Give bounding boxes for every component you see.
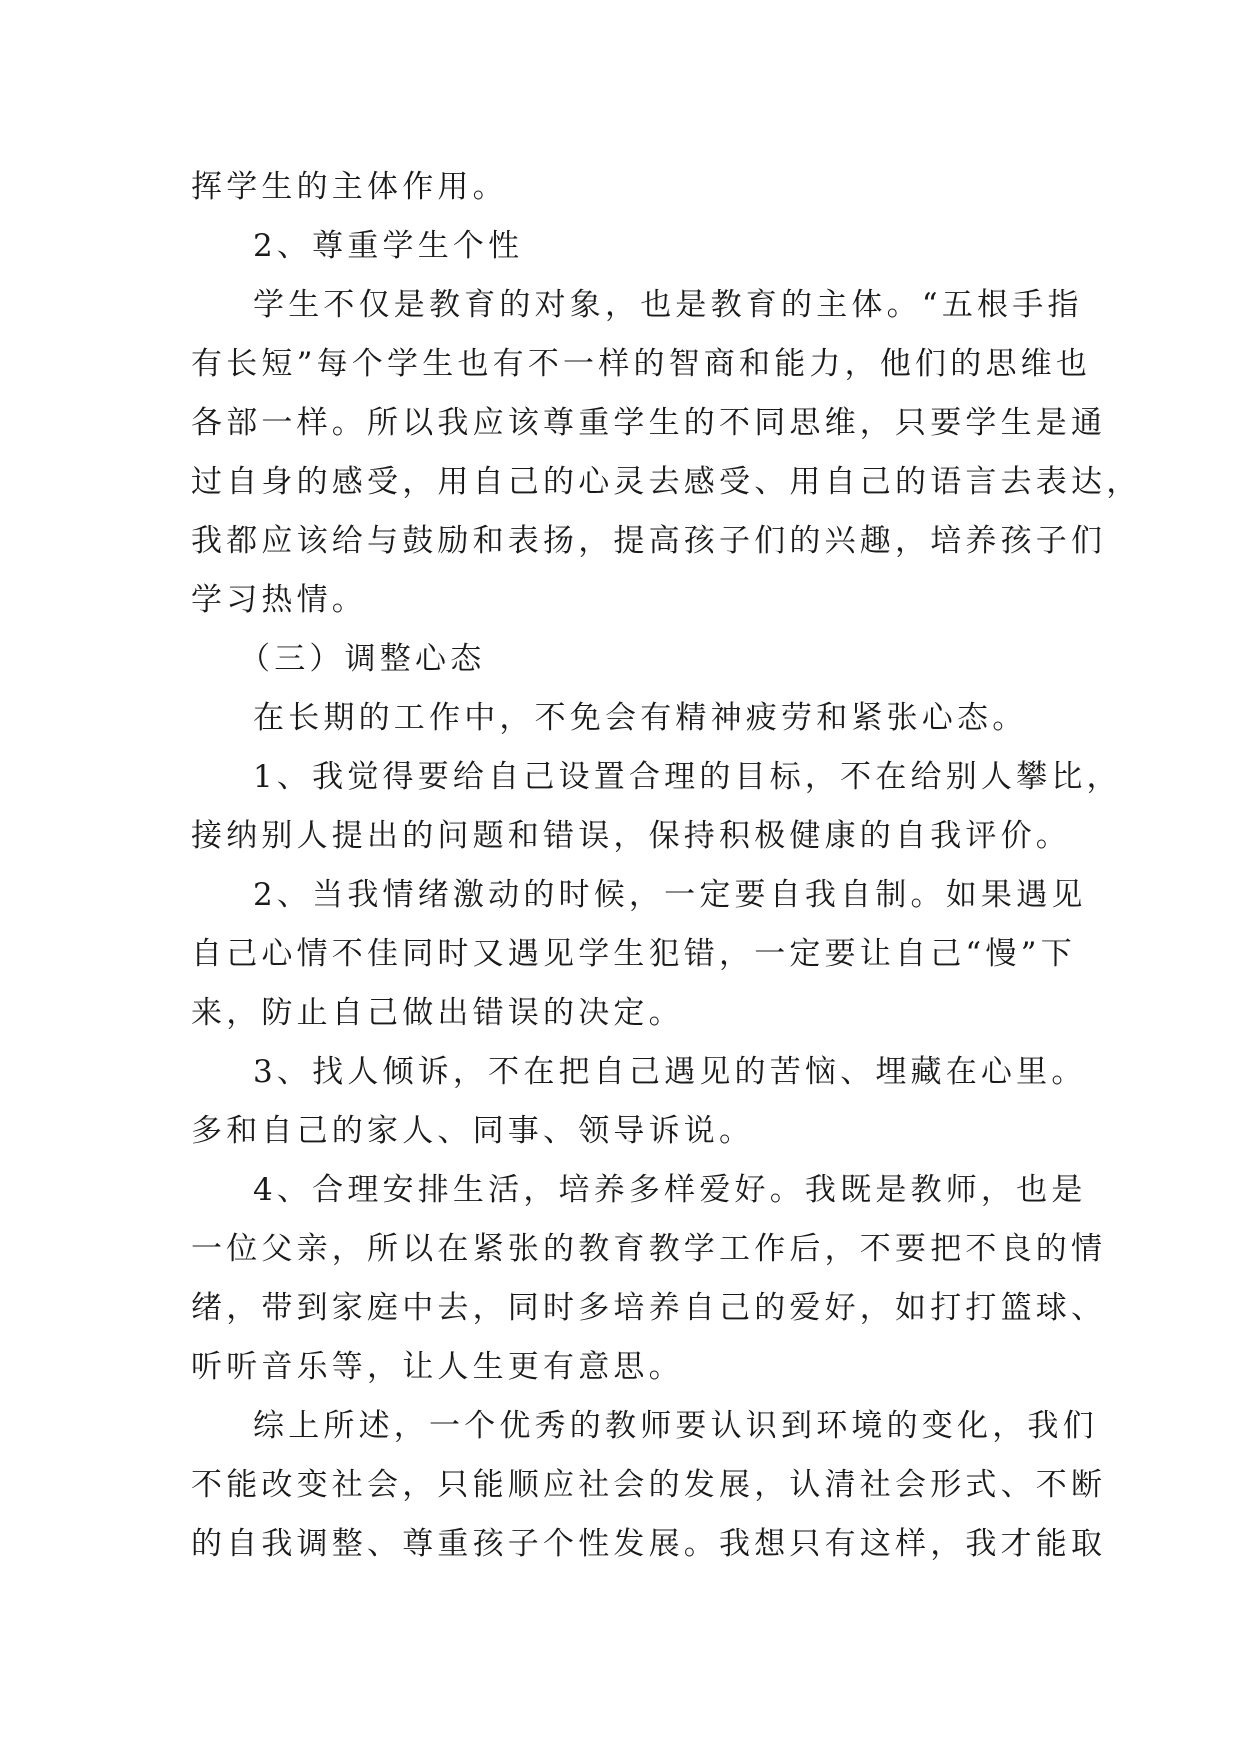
paragraph-first-line: 4、合理安排生活，培养多样爱好。我既是教师，也是 — [253, 1172, 1087, 1208]
section-heading: （三）调整心态 — [239, 641, 486, 677]
paragraph-first-line: 2、当我情绪激动的时候，一定要自我自制。如果遇见 — [253, 877, 1087, 913]
body-text-line: 挥学生的主体作用。 — [191, 169, 508, 205]
body-text-line: 自己心情不佳同时又遇见学生犯错，一定要让自己“慢”下 — [191, 936, 1076, 972]
body-text-line: 过自身的感受，用自己的心灵去感受、用自己的语言去表达， — [191, 464, 1142, 500]
subsection-heading: 2、尊重学生个性 — [253, 228, 524, 264]
body-text-line: 多和自己的家人、同事、领导诉说。 — [191, 1113, 755, 1149]
body-text-line: 接纳别人提出的问题和错误，保持积极健康的自我评价。 — [191, 818, 1071, 854]
body-text-line: 一位父亲，所以在紧张的教育教学工作后，不要把不良的情 — [191, 1231, 1107, 1267]
body-text-line: 来，防止自己做出错误的决定。 — [191, 995, 684, 1031]
body-text-line: 有长短”每个学生也有不一样的智商和能力，他们的思维也 — [191, 346, 1092, 382]
paragraph-first-line: 综上所述，一个优秀的教师要认识到环境的变化，我们 — [253, 1408, 1098, 1444]
body-text-line: 我都应该给与鼓励和表扬，提高孩子们的兴趣，培养孩子们 — [191, 523, 1107, 559]
body-text-line: 学习热情。 — [191, 582, 367, 618]
body-text-line: 不能改变社会，只能顺应社会的发展，认清社会形式、不断 — [191, 1467, 1107, 1503]
body-text-line: 听听音乐等，让人生更有意思。 — [191, 1349, 684, 1385]
paragraph-first-line: 1、我觉得要给自己设置合理的目标，不在给别人攀比， — [253, 759, 1122, 795]
body-text-line: 绪，带到家庭中去，同时多培养自己的爱好，如打打篮球、 — [191, 1290, 1107, 1326]
body-text-line: 的自我调整、尊重孩子个性发展。我想只有这样，我才能取 — [191, 1526, 1107, 1562]
paragraph-first-line: 在长期的工作中，不免会有精神疲劳和紧张心态。 — [253, 700, 1028, 736]
body-text-line: 各部一样。所以我应该尊重学生的不同思维，只要学生是通 — [191, 405, 1107, 441]
document-body — [191, 158, 1142, 1574]
paragraph-first-line: 3、找人倾诉，不在把自己遇见的苦恼、埋藏在心里。 — [253, 1054, 1087, 1090]
paragraph-first-line: 学生不仅是教育的对象，也是教育的主体。“五根手指 — [253, 287, 1083, 323]
